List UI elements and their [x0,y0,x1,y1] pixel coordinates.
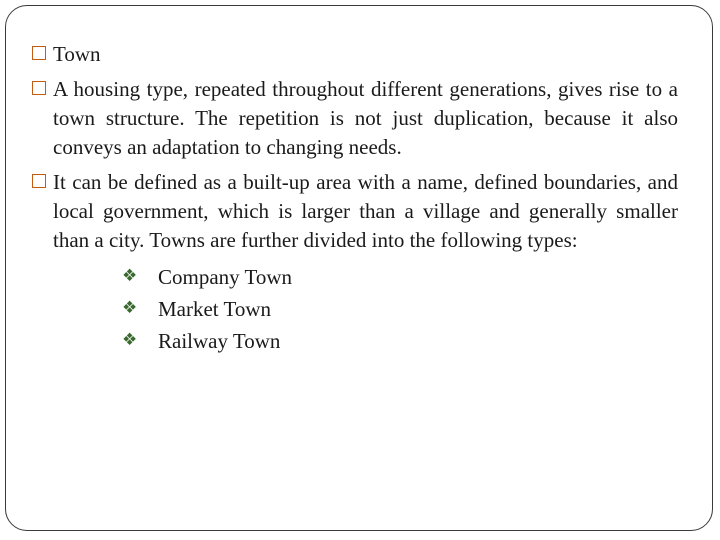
four-diamond-bullet-icon: ❖ [122,298,138,318]
hollow-square-bullet-icon [32,46,46,60]
hollow-square-bullet-icon [32,174,46,188]
town-type-label: Market Town [158,297,272,321]
bullet-text: Town [53,42,101,66]
bullet-item-definition [32,168,678,255]
bullet-item-housing-type [32,75,678,162]
slide-content [32,40,678,357]
four-diamond-bullet-icon: ❖ [122,330,138,350]
list-item-company-town [122,261,678,293]
bullet-text: A housing type, repeated throughout different generations, gives rise to a town structure. The repetition is not just duplication, because it also conveys an adaptation to changing needs. [53,77,678,159]
list-item-market-town [122,293,678,325]
town-type-label: Railway Town [158,329,281,353]
town-types-list [122,261,678,357]
hollow-square-bullet-icon [32,81,46,95]
bullet-text: It can be defined as a built-up area with a name, defined boundaries, and local government, which is larger than a village and generally smaller than a city. Towns are further divided into the following types: [53,170,678,252]
bullet-item-title [32,40,678,69]
list-item-railway-town [122,325,678,357]
town-type-label: Company Town [158,265,293,289]
four-diamond-bullet-icon: ❖ [122,266,138,286]
